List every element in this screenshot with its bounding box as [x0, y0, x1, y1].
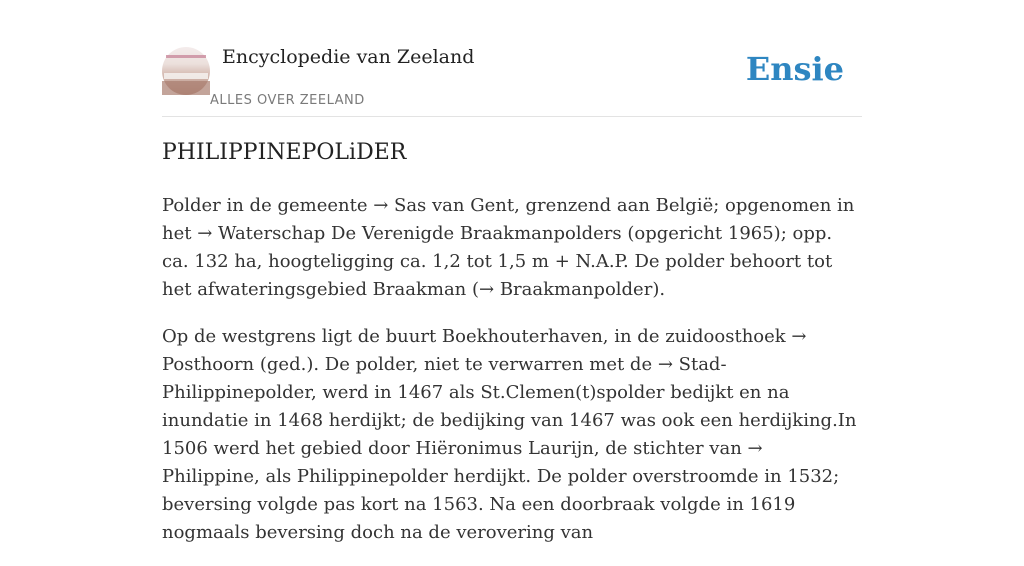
site-title-link[interactable]: Encyclopedie van Zeeland	[222, 46, 475, 68]
article-body	[162, 192, 862, 566]
page-title: PHILIPPINEPOLiDER	[162, 140, 407, 165]
avatar-detail	[166, 55, 206, 58]
ensie-logo-link[interactable]: Ensie	[745, 50, 844, 88]
site-avatar[interactable]	[162, 47, 210, 95]
article-paragraph: Op de westgrens ligt de buurt Boekhouterhaven, in de zuidoosthoek → Posthoorn (ged.). De polder, niet te verwarren met de → Stad-Philippinepolder, werd in 1467 als St.Clemen(t)spolder bedijkt en na inundatie in 1468 herdijkt; de bedijking van 1467 was ook een herdijking.In 1506 werd het gebied door Hiëronimus Laurijn, de stichter van → Philippine, als Philippinepolder herdijkt. De polder overstroomde in 1532; beversing volgde pas kort na 1563. Na een doorbraak volgde in 1619 nogmaals beversing doch na de verovering van	[162, 326, 857, 543]
avatar-detail	[162, 81, 210, 95]
site-header	[162, 0, 862, 117]
site-tagline: ALLES OVER ZEELAND	[210, 93, 365, 108]
article-paragraph: Polder in de gemeente → Sas van Gent, grenzend aan België; opgenomen in het → Waterschap De Verenigde Braakmanpolders (opgericht 1965); opp. ca. 132 ha, hoogteligging ca. 1,2 tot 1,5 m + N.A.P. De polder behoort tot het afwateringsgebied Braakman (→ Braakmanpolder).	[162, 195, 855, 300]
page-container	[162, 0, 862, 543]
avatar-detail	[164, 73, 208, 79]
